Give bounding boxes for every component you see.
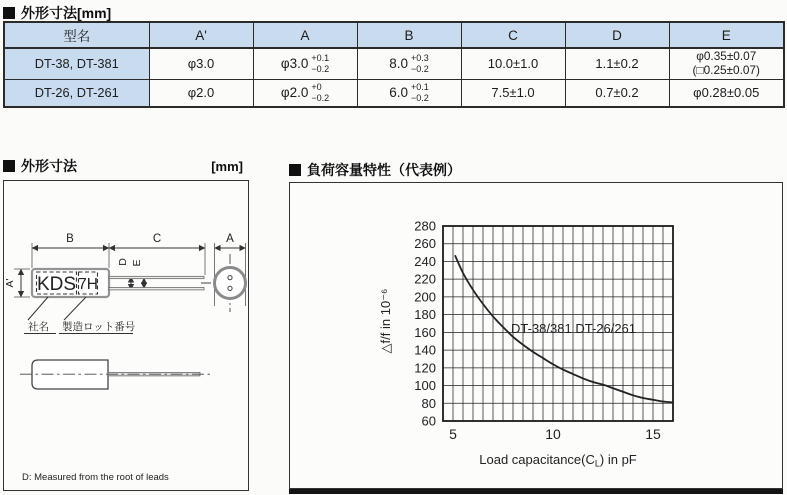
section-title-text: 外形寸法 [21,158,77,174]
model-name-cell: DT-26, DT-261 [4,79,149,107]
package-circle [215,268,246,299]
outline-drawing-panel [3,180,249,491]
lot-marking: 7H [78,276,98,293]
y-tick-label: 180 [414,307,436,323]
dim-label-a: A [226,233,234,245]
dimension-value-cell: φ0.35±0.07 (□0.25±0.07) [669,48,784,79]
lead-top [109,276,204,278]
section-marker-icon [3,160,15,172]
dimension-value-cell: 1.1±0.2 [565,48,669,79]
y-axis-label: △f/f in 10⁻⁶ [378,288,393,354]
x-tick-label: 5 [449,426,457,442]
end-view [201,254,247,312]
section-marker-icon [289,164,301,176]
load-capacitance-chart [290,183,781,487]
maker-leader-line [28,297,48,320]
dim-label-a-prime: A' [4,278,16,288]
dimension-value-cell: 10.0±1.0 [461,48,565,79]
model-name-cell: DT-38, DT-381 [4,48,149,79]
dimensions-table-section-title [3,3,111,23]
lot-callout: 製造ロット番号 [62,321,136,333]
dimension-value-cell: 7.5±1.0 [461,79,565,107]
column-header: D [565,22,669,48]
y-tick-label: 280 [414,218,436,234]
y-tick-label: 140 [414,342,436,358]
x-tick-label: 15 [645,426,661,442]
lot-leader-line [64,297,86,320]
dimension-value-cell: φ2.0 +0 −0.2 [253,79,357,107]
y-tick-label: 120 [414,360,436,376]
x-axis-label: Load capacitance(CL) in pF [479,452,637,469]
dim-label-e: E [131,259,143,267]
y-tick-label: 160 [414,324,436,340]
y-tick-label: 100 [414,378,436,394]
dim-label-b: B [66,233,74,245]
dimension-value-cell: φ0.28±0.05 [669,79,784,107]
maker-callout: 社名 [28,321,49,333]
section-title-text: 外形寸法[mm] [21,5,112,21]
section-marker-icon [3,7,15,19]
table-row [4,79,784,107]
dimension-value-cell: φ3.0 [149,48,253,79]
column-header: A [253,22,357,48]
y-tick-label: 80 [421,395,436,411]
lead-cross-section-top [228,276,232,280]
column-header: C [461,22,565,48]
column-header: B [357,22,461,48]
footer-rule [289,489,783,494]
dimension-value-cell: φ3.0 +0.1 −0.2 [253,48,357,79]
dimension-value-cell: φ2.0 [149,79,253,107]
dimension-value-cell: 6.0 +0.1 −0.2 [357,79,461,107]
x-tick-label: 10 [545,426,561,442]
y-tick-label: 240 [414,253,436,269]
dim-label-d: D [117,258,129,266]
unit-label: [mm] [211,158,243,174]
side-view [20,360,211,389]
column-header: 型名 [4,22,149,48]
y-tick-label: 260 [414,236,436,252]
y-tick-label: 60 [421,413,436,429]
load-capacitance-chart-panel [289,182,783,489]
dim-label-c: C [152,233,162,245]
drawing-section-title [3,156,249,176]
dimension-value-cell: 8.0 +0.3 −0.2 [357,48,461,79]
column-header: A' [149,22,253,48]
y-tick-label: 220 [414,271,436,287]
maker-marking: KDS [36,274,77,295]
chart-section-title [289,160,461,180]
y-tick-label: 200 [414,289,436,305]
column-header: E [669,22,784,48]
lead-bottom [109,288,204,290]
series-annotation: DT-38/381 DT-26/261 [511,321,637,336]
table-row [4,48,784,79]
dimension-value-cell: 0.7±0.2 [565,79,669,107]
lead-cross-section-bottom [228,286,232,290]
table-header-row [4,22,784,48]
section-title-text: 負荷容量特性（代表例） [307,162,461,178]
dimensions-table [3,21,785,108]
drawing-note: D: Measured from the root of leads [22,472,169,483]
outline-drawing [4,181,247,489]
